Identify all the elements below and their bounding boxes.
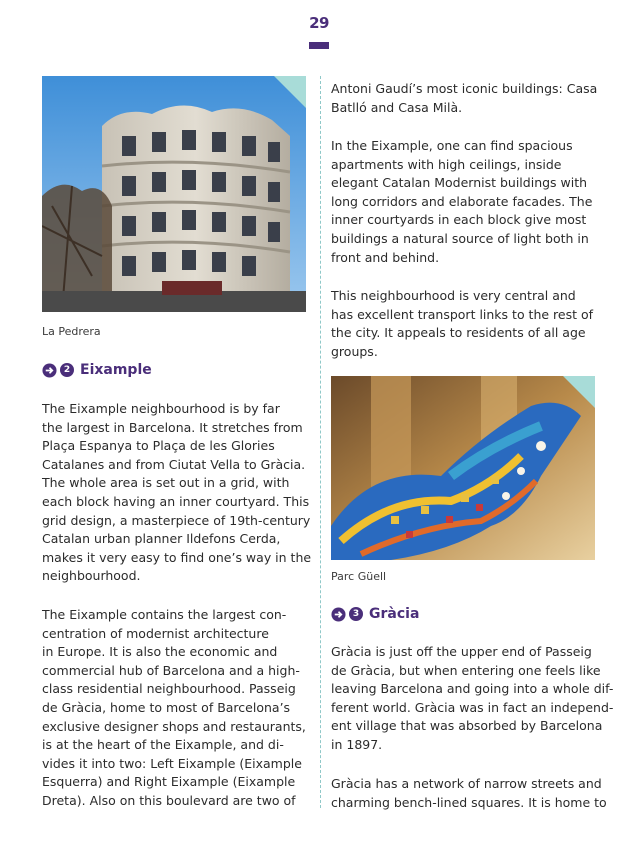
text-line: de Gràcia, but when entering one feels like — [331, 662, 601, 678]
text-line: ent village that was absorbed by Barcelona — [331, 718, 603, 734]
text-line: Esquerra) and Right Eixample (Eixample — [42, 774, 296, 790]
section-number-badge: 3 — [349, 607, 363, 621]
paragraph-apartments — [331, 137, 592, 267]
paragraph-gracia-2 — [331, 775, 607, 812]
text-line: front and behind. — [331, 249, 440, 265]
text-line: elegant Catalan Modernist buildings with — [331, 175, 588, 191]
text-line: makes it very easy to find one’s way in the — [42, 549, 312, 565]
text-line: grid design, a masterpiece of 19th-century — [42, 512, 311, 528]
text-line: Dreta). Also on this boulevard are two of — [42, 792, 296, 808]
text-line: ferent world. Gràcia was in fact an independ- — [331, 699, 614, 715]
text-line: Gràcia is just off the upper end of Passeig — [331, 644, 592, 659]
section-title: Eixample — [80, 362, 152, 378]
paragraph-eixample-2 — [42, 606, 306, 811]
paragraph-gracia-1 — [331, 643, 613, 755]
text-line: in Europe. It is also the economic and — [42, 644, 278, 660]
text-line: The Eixample neighbourhood is by far — [42, 401, 280, 416]
text-line: This neighbourhood is very central and — [331, 288, 576, 303]
text-line: class residential neighbourhood. Passeig — [42, 681, 296, 697]
text-line: buildings a natural source of light both in — [331, 230, 589, 246]
text-line: groups. — [331, 343, 378, 359]
corner-fold-right — [563, 376, 595, 408]
text-line: Plaça Espanya to Plaça de les Glories — [42, 438, 275, 454]
section-heading-eixample — [42, 362, 152, 378]
text-line: The Eixample contains the largest con- — [42, 607, 287, 622]
text-line: Batlló and Casa Milà. — [331, 99, 463, 115]
paragraph-eixample-1 — [42, 400, 311, 586]
text-line: the city. It appeals to residents of all age — [331, 325, 586, 341]
page-number-bar — [309, 42, 329, 49]
column-divider — [320, 76, 321, 808]
text-line: commercial hub of Barcelona and a high- — [42, 662, 300, 678]
text-line: the largest in Barcelona. It stretches from — [42, 419, 303, 435]
text-line: centration of modernist architecture — [42, 625, 269, 641]
text-line: each block having an inner courtyard. This — [42, 493, 310, 509]
photo-la-pedrera — [42, 76, 306, 312]
text-line: vides it into two: Left Eixample (Eixample — [42, 755, 302, 771]
caption-parc-guell: Parc Güell — [331, 570, 387, 583]
text-line: exclusive designer shops and restaurants, — [42, 718, 306, 734]
text-line: charming bench-lined squares. It is home to — [331, 794, 607, 810]
corner-fold-left — [274, 76, 306, 108]
text-line: Catalan urban planner Ildefons Cerda, — [42, 531, 281, 547]
caption-la-pedrera: La Pedrera — [42, 325, 101, 338]
text-line: leaving Barcelona and going into a whole dif- — [331, 681, 614, 697]
section-number-badge: 2 — [60, 363, 74, 377]
text-line: In the Eixample, one can find spacious — [331, 138, 573, 153]
text-line: de Gràcia, home to most of Barcelona’s — [42, 699, 291, 715]
text-line: Antoni Gaudí’s most iconic buildings: Casa — [331, 81, 598, 96]
text-line: apartments with high ceilings, inside — [331, 156, 562, 172]
section-heading-gracia — [331, 606, 419, 622]
text-line: is at the heart of the Eixample, and di- — [42, 737, 284, 753]
section-title: Gràcia — [369, 606, 420, 622]
text-line: Gràcia has a network of narrow streets and — [331, 776, 602, 791]
text-line: neighbourhood. — [42, 568, 141, 584]
page-number: 29 — [309, 14, 329, 32]
arrow-circle-icon — [331, 607, 346, 622]
paragraph-gaudi — [331, 80, 597, 117]
text-line: Catalanes and from Ciutat Vella to Gràcia. — [42, 456, 306, 472]
text-line: The whole area is set out in a grid, with — [42, 475, 290, 491]
text-line: inner courtyards in each block give most — [331, 212, 587, 228]
photo-parc-guell — [331, 376, 595, 560]
text-line: has excellent transport links to the rest of — [331, 306, 594, 322]
text-line: in 1897. — [331, 736, 383, 752]
text-line: long corridors and elaborate facades. The — [331, 193, 593, 209]
paragraph-transport — [331, 287, 593, 361]
arrow-circle-icon — [42, 363, 57, 378]
